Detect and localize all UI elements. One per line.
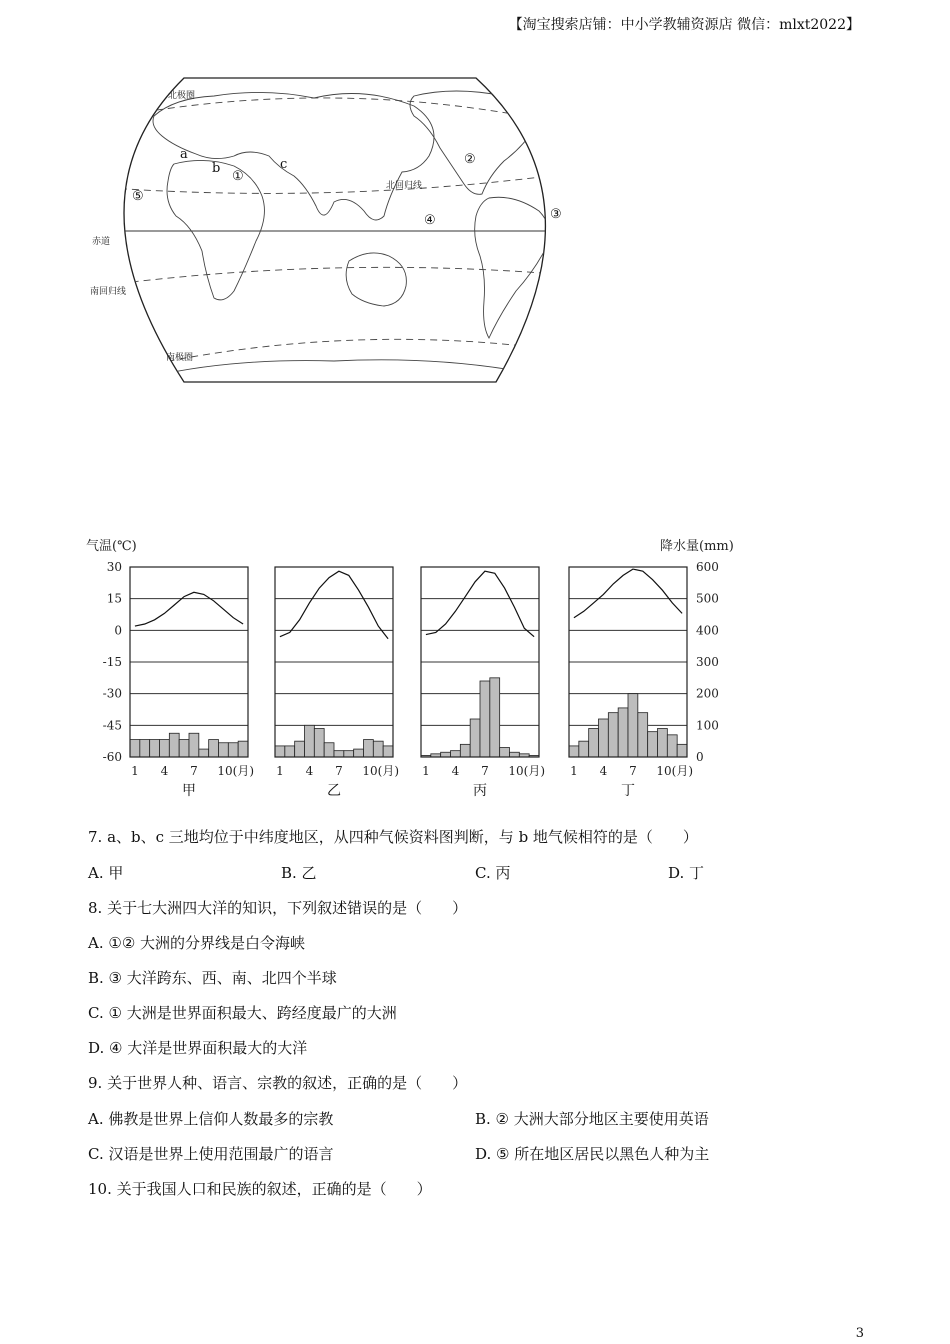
equator-label: 赤道 xyxy=(92,237,111,247)
tropic-south-label: 南回归线 xyxy=(90,287,127,297)
precip-tick-label: 0 xyxy=(696,750,704,764)
temperature-line xyxy=(280,571,388,639)
precip-bar xyxy=(285,746,295,757)
world-map xyxy=(84,76,579,386)
month-tick-label: 10(月) xyxy=(656,764,694,778)
question-7-option-c[interactable]: C. 丙 xyxy=(475,864,511,882)
precip-bar xyxy=(160,740,170,757)
map-outline xyxy=(124,78,545,382)
month-tick-label: 10(月) xyxy=(508,764,546,778)
precip-bar xyxy=(150,740,160,757)
precip-bar xyxy=(228,743,238,757)
point-label-2: ② xyxy=(464,152,476,167)
panel-name: 丁 xyxy=(621,783,635,798)
precip-bar xyxy=(295,741,305,757)
precip-bar xyxy=(238,741,248,757)
precip-bar xyxy=(451,751,461,757)
question-7-stem: 7. a、b、c 三地均位于中纬度地区，从四种气候资料图判断，与 b 地气候相符的是（ ） xyxy=(88,828,698,846)
precip-tick-label: 200 xyxy=(696,686,719,701)
precip-bar xyxy=(667,735,677,757)
precip-bar xyxy=(638,713,648,757)
question-9-option-a[interactable]: A. 佛教是世界上信仰人数最多的宗教 xyxy=(88,1110,334,1128)
month-tick-label: 7 xyxy=(629,764,637,778)
question-9-stem: 9. 关于世界人种、语言、宗教的叙述，正确的是（ ） xyxy=(88,1074,468,1092)
precip-bar xyxy=(480,681,490,757)
question-7-option-a[interactable]: A. 甲 xyxy=(88,864,124,882)
precip-bar xyxy=(599,719,609,757)
precip-bar xyxy=(354,749,364,757)
arctic-circle-line xyxy=(144,98,524,116)
precip-bar xyxy=(460,744,470,757)
tropic-north-line xyxy=(84,172,579,193)
precip-tick-label: 400 xyxy=(696,623,719,638)
month-tick-label: 4 xyxy=(305,764,314,778)
month-tick-label: 1 xyxy=(276,764,284,778)
temp-tick-label: 0 xyxy=(114,623,122,638)
precip-bar xyxy=(169,733,179,757)
page-number: 3 xyxy=(855,1326,864,1341)
europe-asia-outline xyxy=(153,92,434,220)
precip-tick-label: 500 xyxy=(696,591,719,606)
precip-bar xyxy=(618,708,628,757)
precip-bar xyxy=(324,743,334,757)
tropic-north-label: 北回归线 xyxy=(386,181,423,191)
precip-axis-label: 降水量(mm) xyxy=(660,539,734,554)
question-7-option-b[interactable]: B. 乙 xyxy=(281,864,317,882)
question-8-option-a[interactable]: A. ①② 大洲的分界线是白令海峡 xyxy=(88,934,306,952)
point-label-b: b xyxy=(212,161,221,176)
antarctic-circle-label: 南极圈 xyxy=(166,353,194,363)
question-7-option-d[interactable]: D. 丁 xyxy=(668,864,705,882)
month-tick-label: 7 xyxy=(335,764,343,778)
precip-bar xyxy=(189,733,199,757)
antarctic-circle-line xyxy=(144,339,524,366)
question-9-option-c[interactable]: C. 汉语是世界上使用范围最广的语言 xyxy=(88,1145,334,1163)
precip-bar xyxy=(490,678,500,757)
month-tick-label: 7 xyxy=(190,764,198,778)
precip-bar xyxy=(569,746,579,757)
precip-bar xyxy=(364,740,374,757)
point-label-4: ④ xyxy=(424,213,436,228)
month-tick-label: 10(月) xyxy=(217,764,255,778)
precip-tick-label: 600 xyxy=(696,560,719,574)
precip-bar xyxy=(608,713,618,757)
north-america-outline xyxy=(410,91,536,194)
point-label-5: ⑤ xyxy=(132,189,144,204)
precip-bar xyxy=(383,746,393,757)
question-9-option-b[interactable]: B. ② 大洲大部分地区主要使用英语 xyxy=(475,1110,709,1128)
temp-tick-label: -15 xyxy=(102,655,122,669)
question-8-option-b[interactable]: B. ③ 大洋跨东、西、南、北四个半球 xyxy=(88,969,337,987)
precip-bar xyxy=(470,719,480,757)
month-tick-label: 1 xyxy=(570,764,578,778)
temperature-line xyxy=(574,569,682,618)
page-header: 【淘宝搜索店铺：中小学教辅资源店 微信：mlxt2022】 xyxy=(508,17,860,33)
question-10-stem: 10. 关于我国人口和民族的叙述，正确的是（ ） xyxy=(88,1180,432,1198)
month-tick-label: 4 xyxy=(451,764,460,778)
temp-tick-label: -30 xyxy=(102,686,122,701)
africa-outline xyxy=(167,160,264,299)
precip-bar xyxy=(344,751,354,757)
panel-name: 乙 xyxy=(327,783,341,798)
arctic-circle-label: 北极圈 xyxy=(168,91,196,101)
precip-bar xyxy=(500,748,510,758)
temperature-line xyxy=(426,571,534,637)
point-label-a: a xyxy=(180,147,188,162)
question-8-stem: 8. 关于七大洲四大洋的知识，下列叙述错误的是（ ） xyxy=(88,899,468,917)
australia-outline xyxy=(346,253,406,306)
precip-bar xyxy=(373,741,383,757)
precip-bar xyxy=(209,740,219,757)
precip-bar xyxy=(658,729,668,758)
precip-bar xyxy=(648,732,658,757)
precip-bar xyxy=(628,694,638,757)
precip-bar xyxy=(275,746,285,757)
month-tick-label: 10(月) xyxy=(362,764,400,778)
climate-charts xyxy=(84,534,764,798)
temp-tick-label: -60 xyxy=(102,750,122,764)
temp-axis-label: 气温(℃) xyxy=(86,539,137,554)
panel-name: 丙 xyxy=(473,783,487,798)
precip-bar xyxy=(219,743,229,757)
precip-bar xyxy=(334,751,344,757)
panel-name: 甲 xyxy=(182,783,196,798)
question-8-option-d[interactable]: D. ④ 大洋是世界面积最大的大洋 xyxy=(88,1039,308,1057)
question-9-option-d[interactable]: D. ⑤ 所在地区居民以黑色人种为主 xyxy=(475,1145,710,1163)
temp-tick-label: 15 xyxy=(106,591,122,606)
precip-bar xyxy=(441,752,451,757)
month-tick-label: 4 xyxy=(160,764,169,778)
precip-bar xyxy=(199,749,209,757)
precip-bar xyxy=(314,729,324,758)
month-tick-label: 1 xyxy=(131,764,139,778)
precip-bar xyxy=(510,752,520,757)
point-label-3: ③ xyxy=(550,207,562,222)
tropic-south-line xyxy=(84,267,579,288)
month-tick-label: 4 xyxy=(599,764,608,778)
precip-bar xyxy=(179,740,189,757)
month-tick-label: 7 xyxy=(481,764,489,778)
point-label-1: ① xyxy=(232,169,244,184)
temp-tick-label: 30 xyxy=(106,560,122,574)
south-america-outline xyxy=(475,197,549,338)
precip-bar xyxy=(305,725,315,757)
precip-tick-label: 300 xyxy=(696,655,719,669)
precip-bar xyxy=(579,741,589,757)
precip-bar xyxy=(677,744,687,757)
precip-bar xyxy=(589,729,599,758)
point-label-c: c xyxy=(280,157,288,172)
month-tick-label: 1 xyxy=(422,764,430,778)
question-8-option-c[interactable]: C. ① 大洲是世界面积最大、跨经度最广的大洲 xyxy=(88,1004,397,1022)
temperature-line xyxy=(135,592,243,626)
precip-tick-label: 100 xyxy=(696,718,719,733)
precip-bar xyxy=(140,740,150,757)
temp-tick-label: -45 xyxy=(102,718,122,733)
precip-bar xyxy=(130,740,140,757)
